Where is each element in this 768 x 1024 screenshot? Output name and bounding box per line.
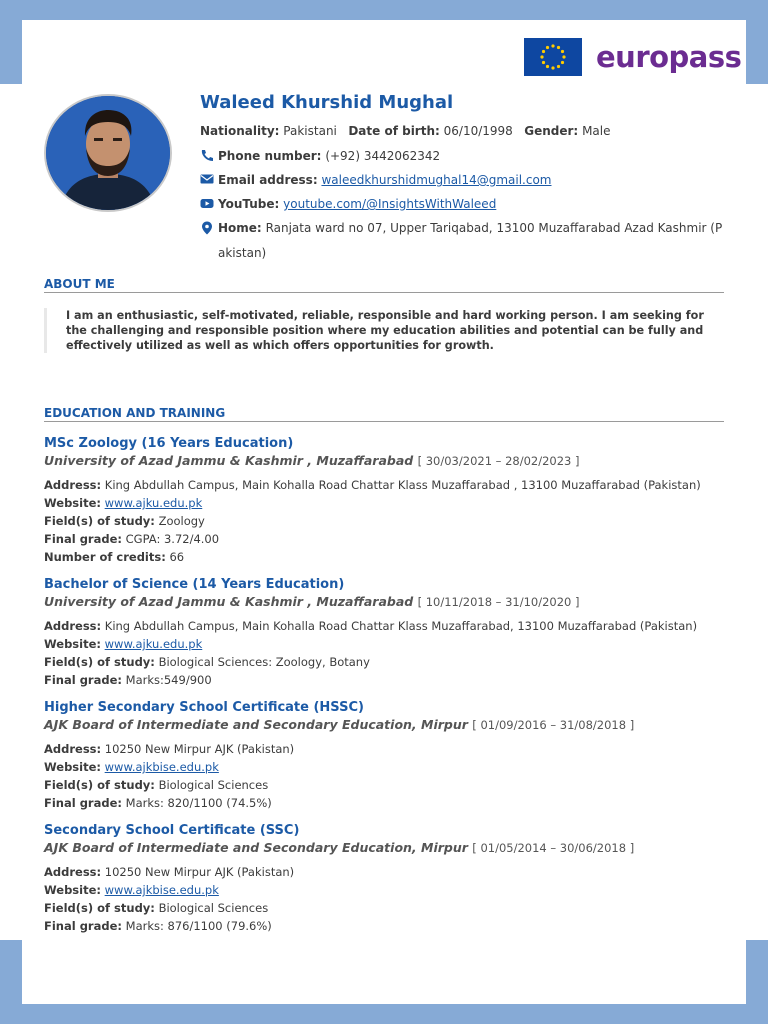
credits-label: Number of credits: xyxy=(44,550,166,564)
personal-details xyxy=(200,124,611,138)
field-value: Biological Sciences xyxy=(158,901,269,915)
candidate-name: Waleed Khurshid Mughal xyxy=(200,92,454,113)
address-label: Address: xyxy=(44,619,102,633)
education-address xyxy=(44,617,734,635)
education-item xyxy=(44,822,734,935)
education-address xyxy=(44,863,734,881)
education-institution xyxy=(44,593,734,611)
dob-label: Date of birth: xyxy=(348,124,440,138)
envelope-icon xyxy=(200,173,214,185)
address-label: Address: xyxy=(44,478,102,492)
credits-value: 66 xyxy=(169,550,185,564)
grade-label: Final grade: xyxy=(44,919,122,933)
eu-flag-icon xyxy=(524,38,582,76)
address-value: 10250 New Mirpur AJK (Pakistan) xyxy=(104,742,295,756)
nationality-label: Nationality: xyxy=(200,124,280,138)
education-dates: [ 30/03/2021 – 28/02/2023 ] xyxy=(417,454,580,468)
field-label: Field(s) of study: xyxy=(44,901,155,915)
education-grade xyxy=(44,794,734,812)
grade-label: Final grade: xyxy=(44,673,122,687)
phone-line xyxy=(200,149,440,163)
profile-photo xyxy=(44,94,172,212)
education-institution xyxy=(44,839,734,857)
education-grade xyxy=(44,917,734,935)
education-website xyxy=(44,881,734,899)
about-me-text: I am an enthusiastic, self-motivated, reliable, responsible and hard working person. I am seeking for the challenging and responsible position where my education abilities and potential can be fully and effectively utilized as well as which offers opportunities for growth. xyxy=(44,308,726,353)
education-grade xyxy=(44,671,734,689)
address-label: Address: xyxy=(44,742,102,756)
education-title: Bachelor of Science (14 Years Education) xyxy=(44,577,345,592)
education-address xyxy=(44,740,734,758)
location-pin-icon xyxy=(200,221,214,233)
nationality-value: Pakistani xyxy=(283,124,337,138)
education-field xyxy=(44,899,734,917)
address-value: 10250 New Mirpur AJK (Pakistan) xyxy=(104,865,295,879)
education-title: Secondary School Certificate (SSC) xyxy=(44,823,300,838)
website-link[interactable]: www.ajkbise.edu.pk xyxy=(104,883,219,897)
home-label: Home: xyxy=(218,221,262,235)
grade-value: Marks: 876/1100 (79.6%) xyxy=(125,919,272,933)
institution-name: AJK Board of Intermediate and Secondary Education, Mirpur xyxy=(44,840,468,855)
address-label: Address: xyxy=(44,865,102,879)
phone-label: Phone number: xyxy=(218,149,322,163)
cv-page xyxy=(22,20,746,1004)
education-title: MSc Zoology (16 Years Education) xyxy=(44,436,294,451)
education-dates: [ 01/05/2014 – 30/06/2018 ] xyxy=(472,841,635,855)
europass-logo-text: europass xyxy=(596,40,742,74)
education-field xyxy=(44,653,734,671)
education-address xyxy=(44,476,734,494)
youtube-link[interactable]: youtube.com/@InsightsWithWaleed xyxy=(283,197,497,211)
education-dates: [ 01/09/2016 – 31/08/2018 ] xyxy=(472,718,635,732)
education-item xyxy=(44,576,734,689)
education-item xyxy=(44,699,734,812)
home-address-line2: akistan) xyxy=(218,246,267,260)
website-link[interactable]: www.ajku.edu.pk xyxy=(104,637,203,651)
education-website xyxy=(44,494,734,512)
website-label: Website: xyxy=(44,883,101,897)
website-link[interactable]: www.ajkbise.edu.pk xyxy=(104,760,219,774)
website-label: Website: xyxy=(44,637,101,651)
email-link[interactable]: waleedkhurshidmughal14@gmail.com xyxy=(321,173,552,187)
home-line xyxy=(200,221,722,235)
education-field xyxy=(44,512,734,530)
field-label: Field(s) of study: xyxy=(44,655,155,669)
education-institution xyxy=(44,452,734,470)
grade-label: Final grade: xyxy=(44,532,122,546)
email-label: Email address: xyxy=(218,173,318,187)
field-value: Biological Sciences: Zoology, Botany xyxy=(158,655,370,669)
grade-value: CGPA: 3.72/4.00 xyxy=(125,532,220,546)
website-label: Website: xyxy=(44,760,101,774)
education-dates: [ 10/11/2018 – 31/10/2020 ] xyxy=(417,595,580,609)
education-website xyxy=(44,758,734,776)
about-me-heading: ABOUT ME xyxy=(44,277,724,293)
website-label: Website: xyxy=(44,496,101,510)
education-grade xyxy=(44,530,734,548)
dob-value: 06/10/1998 xyxy=(443,124,513,138)
website-link[interactable]: www.ajku.edu.pk xyxy=(104,496,203,510)
europass-logo xyxy=(524,38,741,76)
institution-name: University of Azad Jammu & Kashmir , Muzaffarabad xyxy=(44,453,414,468)
phone-value: (+92) 3442062342 xyxy=(325,149,441,163)
education-credits xyxy=(44,548,734,566)
youtube-icon xyxy=(200,197,214,209)
education-item xyxy=(44,435,734,566)
education-title: Higher Secondary School Certificate (HSSC) xyxy=(44,700,364,715)
address-value: King Abdullah Campus, Main Kohalla Road Chattar Klass Muzaffarabad, 13100 Muzaffarabad (Pakistan) xyxy=(104,619,698,633)
education-website xyxy=(44,635,734,653)
gender-value: Male xyxy=(582,124,611,138)
education-institution xyxy=(44,716,734,734)
address-value: King Abdullah Campus, Main Kohalla Road Chattar Klass Muzaffarabad , 13100 Muzaffarabad (Pakistan) xyxy=(104,478,701,492)
education-field xyxy=(44,776,734,794)
youtube-label: YouTube: xyxy=(218,197,280,211)
institution-name: AJK Board of Intermediate and Secondary Education, Mirpur xyxy=(44,717,468,732)
field-value: Zoology xyxy=(158,514,205,528)
field-value: Biological Sciences xyxy=(158,778,269,792)
grade-value: Marks: 820/1100 (74.5%) xyxy=(125,796,272,810)
youtube-line xyxy=(200,197,496,211)
grade-value: Marks:549/900 xyxy=(125,673,212,687)
education-heading: EDUCATION AND TRAINING xyxy=(44,406,724,422)
home-address-line1: Ranjata ward no 07, Upper Tariqabad, 13100 Muzaffarabad Azad Kashmir (P xyxy=(265,221,723,235)
grade-label: Final grade: xyxy=(44,796,122,810)
field-label: Field(s) of study: xyxy=(44,778,155,792)
email-line xyxy=(200,173,552,187)
field-label: Field(s) of study: xyxy=(44,514,155,528)
gender-label: Gender: xyxy=(524,124,579,138)
phone-icon xyxy=(200,149,214,161)
institution-name: University of Azad Jammu & Kashmir , Muzaffarabad xyxy=(44,594,414,609)
